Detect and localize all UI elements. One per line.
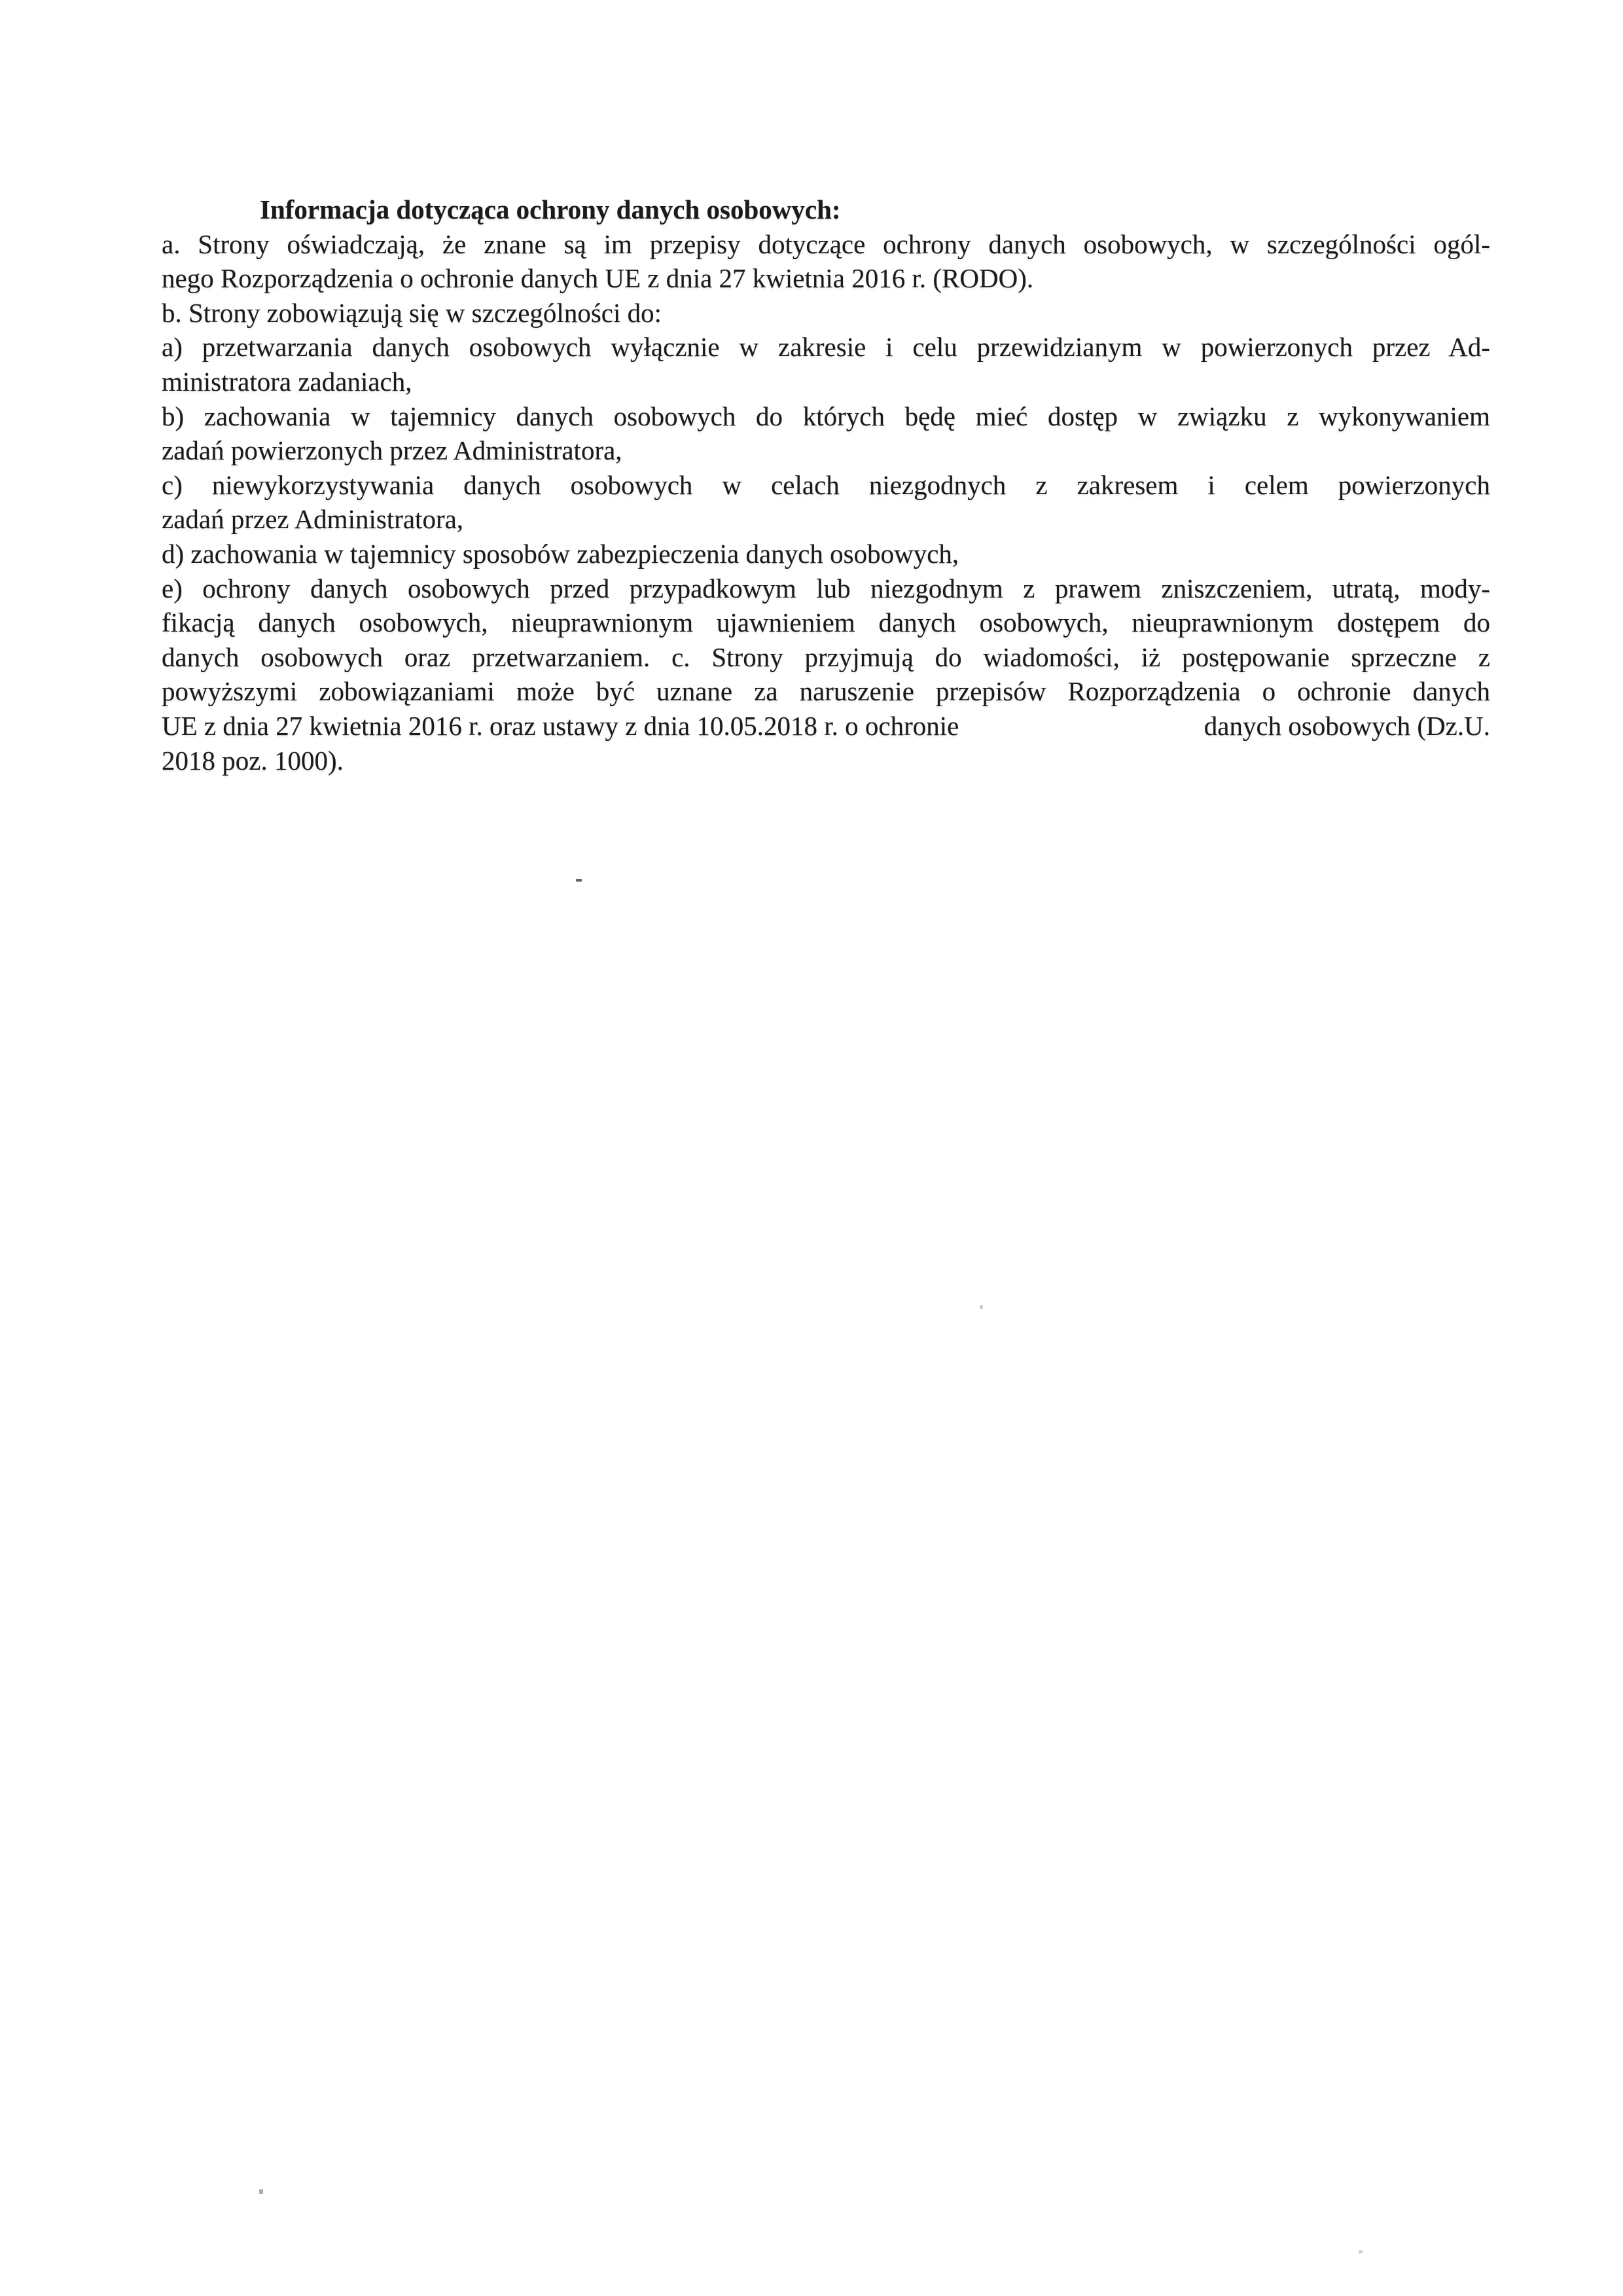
text-line: b) zachowania w tajemnicy danych osobowych do których będę mieć dostęp w związku z wykonywaniem: [162, 401, 1490, 431]
text-line: a) przetwarzania danych osobowych wyłącznie w zakresie i celu przewidzianym w powierzonych przez Ad-: [162, 332, 1490, 363]
text-line: nego Rozporządzenia o ochronie danych UE z dnia 27 kwietnia 2016 r. (RODO).: [162, 263, 1034, 294]
scan-speck: [1359, 2250, 1363, 2253]
scan-speck: [576, 879, 582, 882]
text-line: a. Strony oświadczają, że znane są im przepisy dotyczące ochrony danych osobowych, w szczególności ogól-: [162, 228, 1490, 259]
text-line: b. Strony zobowiązują się w szczególności do:: [162, 297, 662, 328]
gap-line-left: UE z dnia 27 kwietnia 2016 r. oraz ustawy z dnia 10.05.2018 r. o ochronie: [162, 710, 959, 741]
text-line: danych osobowych oraz przetwarzaniem. c. Strony przyjmują do wiadomości, iż postępowanie sprzeczne z: [162, 641, 1490, 672]
text-line: c) niewykorzystywania danych osobowych w celach niezgodnych z zakresem i celem powierzonych: [162, 469, 1490, 500]
text-line: 2018 poz. 1000).: [162, 745, 344, 776]
text-line: d) zachowania w tajemnicy sposobów zabezpieczenia danych osobowych,: [162, 538, 959, 569]
text-line: zadań przez Administratora,: [162, 504, 464, 535]
text-line: fikacją danych osobowych, nieuprawnionym ujawnieniem danych osobowych, nieuprawnionym dostępem do: [162, 607, 1490, 638]
scan-speck: [980, 1305, 983, 1309]
text-line: e) ochrony danych osobowych przed przypadkowym lub niezgodnym z prawem zniszczeniem, utratą, mody-: [162, 573, 1490, 603]
gap-line-right: danych osobowych (Dz.U.: [1204, 710, 1490, 741]
scan-speck: [259, 2189, 263, 2194]
rodo-clause-text: [162, 192, 1490, 778]
text-line: ministratora zadaniach,: [162, 366, 412, 397]
text-line: powyższymi zobowiązaniami może być uznane za naruszenie przepisów Rozporządzenia o ochronie danych: [162, 676, 1490, 707]
section-heading: Informacja dotycząca ochrony danych osobowych:: [260, 194, 841, 224]
text-line: zadań powierzonych przez Administratora,: [162, 435, 622, 466]
text-line-with-gap: [162, 709, 1490, 744]
